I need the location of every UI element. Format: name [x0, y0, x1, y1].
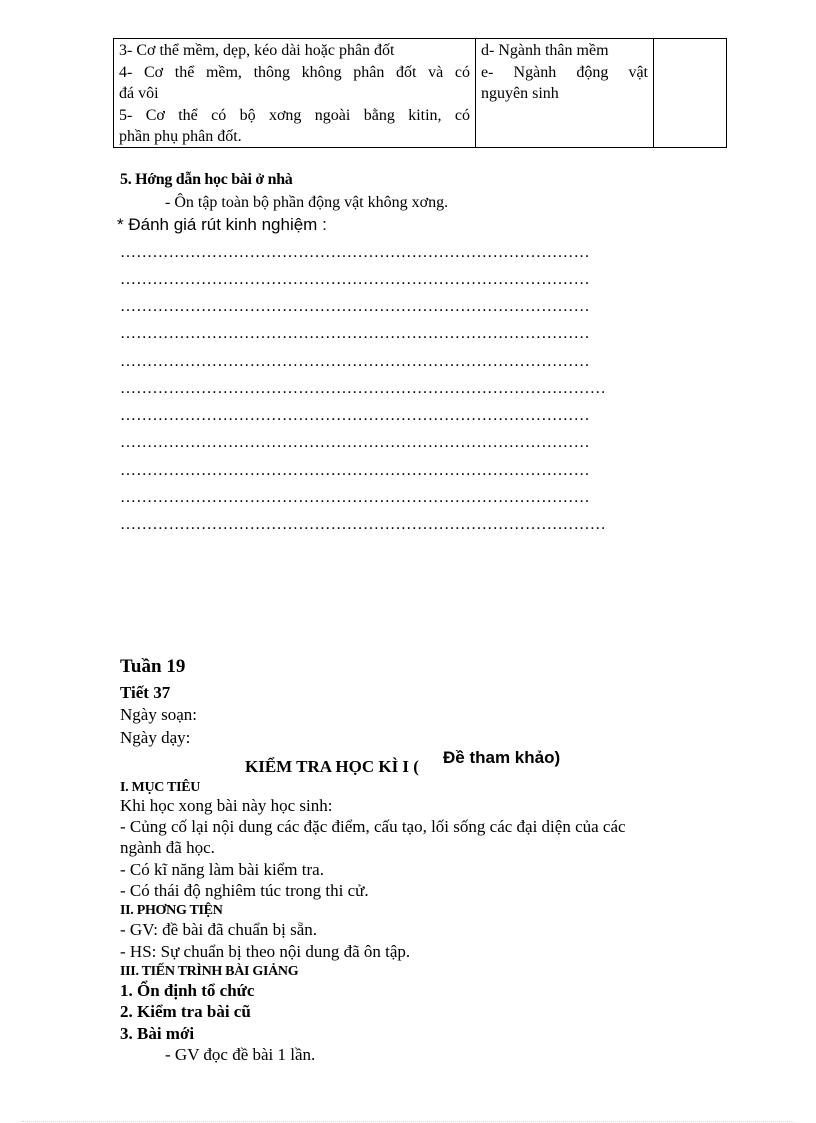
teach-date-label: Ngày dạy:: [120, 728, 191, 747]
objective-line: ngành đã học.: [120, 838, 215, 857]
table-cell-line: đá vôi: [119, 85, 159, 102]
exam-title-note: Đề tham khảo): [443, 748, 561, 767]
table-column-answer: [654, 39, 726, 147]
period-label: Tiết 37: [120, 683, 171, 702]
means-heading: II. PHƠNG TIỆN: [120, 903, 223, 918]
objectives-heading: I. MỤC TIÊU: [120, 780, 201, 795]
table-cell-line: phần phụ phân đốt.: [119, 128, 242, 145]
dotted-line: ……………………………………………………………………………: [120, 462, 590, 479]
means-line: - GV: đề bài đã chuẩn bị sẵn.: [120, 920, 318, 939]
table-cell-line: 5- Cơ thể có bộ xơng ngoài bằng kitin, có: [119, 106, 470, 124]
homework-item: - Ôn tập toàn bộ phần động vật không xơng.: [165, 194, 449, 211]
process-step: 1. Ổn định tổ chức: [120, 981, 255, 1000]
process-step-item: - GV đọc đề bài 1 lần.: [165, 1045, 316, 1064]
table-column-features: [114, 39, 476, 147]
exam-title: KIỂM TRA HỌC KÌ I (: [245, 757, 419, 776]
dotted-line: ……………………………………………………………………………: [120, 353, 590, 370]
dotted-line: ……………………………………………………………………………: [120, 271, 590, 288]
evaluation-heading: * Đánh giá rút kinh nghiệm :: [117, 215, 327, 234]
table-cell-line: 4- Cơ thể mềm, thông không phân đốt và có: [119, 63, 470, 81]
table-column-phyla: [476, 39, 654, 147]
dotted-line: ……………………………………………………………………………: [120, 407, 590, 424]
table-cell-line: nguyên sinh: [481, 85, 559, 102]
page-bottom-rule: [22, 1121, 794, 1122]
table-cell-line: e- Ngành động vật: [481, 63, 648, 81]
dotted-line: ……………………………………………………………………………: [120, 244, 590, 261]
objective-line: - Có kĩ năng làm bài kiểm tra.: [120, 860, 324, 879]
table-cell-line: d- Ngành thân mềm: [481, 42, 609, 59]
homework-heading: 5. Hớng dẫn học bài ở nhà: [120, 171, 293, 188]
dotted-line: ……………………………………………………………………………: [120, 325, 590, 342]
dotted-line: ………………………………………………………………………………: [120, 516, 606, 533]
dotted-line: ……………………………………………………………………………: [120, 489, 590, 506]
process-step: 2. Kiểm tra bài cũ: [120, 1002, 251, 1021]
dotted-line: ………………………………………………………………………………: [120, 380, 606, 397]
process-heading: III. TIẾN TRÌNH BÀI GIẢNG: [120, 964, 299, 979]
objective-line: - Củng cố lại nội dung các đặc điểm, cấu tạo, lối sống các đại diện của các: [120, 817, 626, 836]
dotted-line: ……………………………………………………………………………: [120, 434, 590, 451]
process-step: 3. Bài mới: [120, 1024, 195, 1043]
dotted-line: ……………………………………………………………………………: [120, 298, 590, 315]
table-cell-line: 3- Cơ thể mềm, dẹp, kéo dài hoặc phân đốt: [119, 42, 395, 59]
means-line: - HS: Sự chuẩn bị theo nội dung đã ôn tập.: [120, 942, 411, 961]
matching-table: [113, 38, 727, 148]
objectives-intro: Khi học xong bài này học sinh:: [120, 796, 333, 815]
week-label: Tuần 19: [120, 656, 186, 677]
objective-line: - Có thái độ nghiêm túc trong thi cử.: [120, 881, 369, 900]
prep-date-label: Ngày soạn:: [120, 705, 197, 724]
